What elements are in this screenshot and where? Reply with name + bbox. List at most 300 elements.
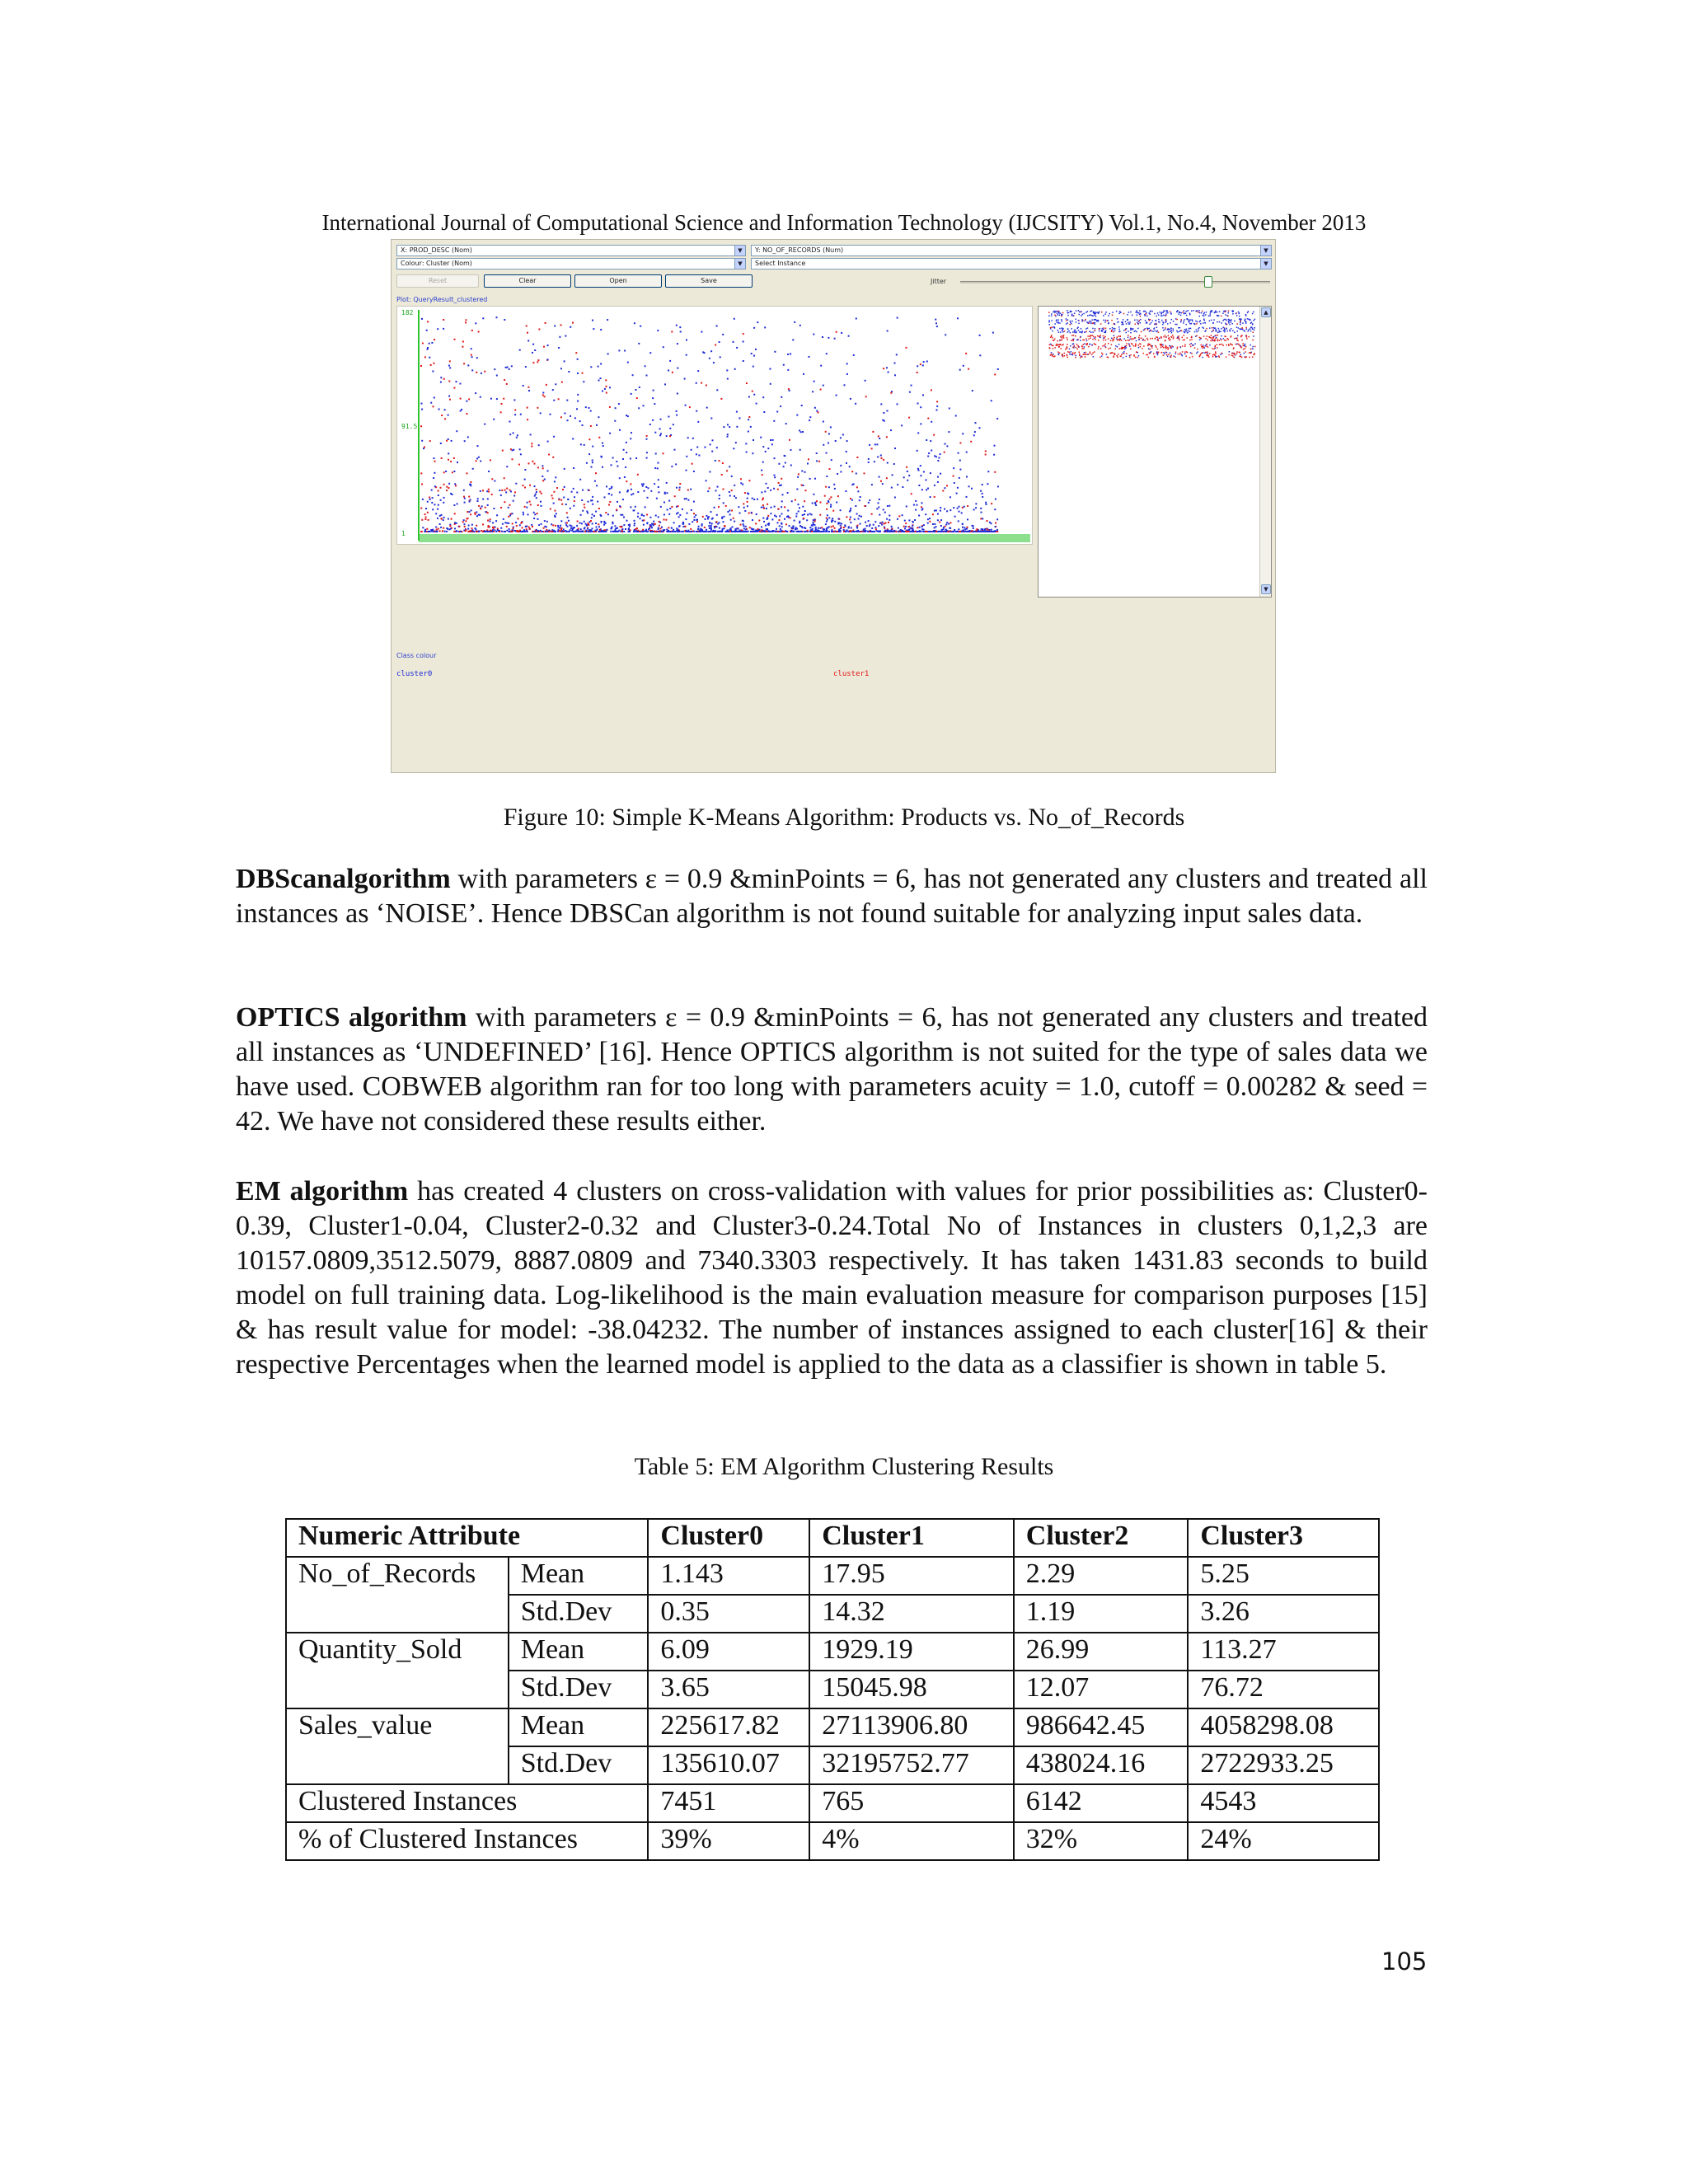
attribute-bar-point [1095, 324, 1096, 326]
attribute-bar-point [1156, 316, 1157, 317]
attribute-bar-point [1140, 313, 1142, 315]
scatter-point [767, 528, 768, 530]
scatter-point [437, 518, 438, 519]
save-button[interactable]: Save [665, 274, 753, 288]
scatter-point [765, 525, 767, 527]
scatter-point [883, 412, 884, 414]
scatter-point [990, 531, 992, 532]
scatter-point [432, 509, 434, 510]
attribute-bar-point [1192, 321, 1193, 322]
scatter-point [724, 525, 725, 527]
attribute-bar-point [1213, 349, 1215, 350]
attribute-bar-point [1121, 354, 1123, 355]
attribute-bar-point [1220, 331, 1221, 333]
open-button[interactable]: Open [574, 274, 662, 288]
scatter-point [457, 503, 458, 504]
scatter-point [693, 471, 695, 472]
scatter-point [443, 378, 445, 380]
scatter-point [476, 357, 478, 359]
scatter-point [798, 511, 799, 513]
scatter-point [733, 448, 734, 449]
chevron-down-icon[interactable]: ▼ [734, 259, 745, 269]
y-axis-select[interactable] [751, 245, 1272, 256]
scatter-point [773, 488, 775, 490]
attribute-bar-point [1144, 340, 1146, 341]
scatter-point [743, 507, 745, 509]
attribute-bars-panel[interactable] [1038, 306, 1272, 598]
scatter-point [588, 407, 590, 409]
attribute-bar-point [1199, 356, 1201, 358]
scatter-point [691, 531, 692, 532]
scatter-point [762, 504, 764, 506]
scatter-point [973, 527, 974, 529]
scatter-point [524, 479, 526, 480]
attribute-bar-point [1155, 338, 1156, 340]
scatter-point [929, 531, 931, 532]
scatter-point [729, 529, 730, 531]
scatter-point [553, 400, 555, 401]
attribute-bar-point [1048, 320, 1050, 321]
attribute-bar-point [1123, 357, 1124, 359]
scatter-point [534, 495, 536, 497]
attribute-bar-point [1117, 357, 1118, 359]
scatter-point [657, 467, 659, 469]
attribute-bar-point [1062, 328, 1063, 330]
scatter-point [871, 484, 873, 485]
attribute-bar-point [1104, 327, 1105, 329]
jitter-slider-thumb[interactable] [1204, 276, 1212, 288]
table-row [286, 1708, 1379, 1746]
scatter-point [725, 531, 727, 532]
scatter-point [429, 531, 431, 532]
attribute-bar-point [1147, 345, 1149, 347]
scatter-point [759, 531, 761, 532]
scatter-point [427, 501, 429, 503]
scatter-point [774, 476, 776, 478]
attribute-bar-point [1080, 357, 1081, 359]
scatter-point [917, 372, 918, 373]
scatter-point [868, 502, 870, 504]
scatter-point [868, 462, 870, 463]
attribute-bar-point [1156, 330, 1158, 332]
attribute-bar-point [1160, 345, 1162, 347]
scatter-point [919, 531, 921, 532]
attribute-bars-scrollbar[interactable] [1259, 307, 1271, 597]
scatter-point [747, 505, 748, 507]
attribute-bar-point [1076, 332, 1077, 334]
attribute-bar-point [1184, 335, 1185, 336]
scatter-point [429, 357, 430, 359]
scatter-point [894, 374, 896, 376]
scatter-point [889, 515, 890, 517]
attribute-bar-point [1167, 323, 1169, 325]
scatter-point [928, 452, 930, 454]
scroll-down-icon[interactable]: ▼ [1261, 584, 1271, 594]
attribute-bar-point [1076, 355, 1077, 357]
scatter-point [957, 531, 959, 532]
attribute-bar-point [1140, 344, 1142, 345]
scatter-point [828, 443, 829, 444]
attribute-bar-point [1190, 320, 1192, 321]
attribute-bar-point [1071, 314, 1073, 316]
scatter-point [456, 523, 457, 524]
scatter-point [930, 472, 931, 474]
scatter-point [515, 522, 517, 523]
attribute-bar-point [1156, 320, 1157, 321]
scatter-point [448, 483, 450, 485]
attribute-bar-point [1074, 330, 1076, 332]
scatter-point [746, 382, 748, 384]
attribute-bar-point [1168, 331, 1170, 333]
scatter-point [813, 494, 814, 495]
attribute-bar-point [1079, 354, 1081, 356]
scatter-point [742, 484, 743, 485]
attribute-bar-point [1184, 331, 1185, 333]
attribute-bar-point [1194, 347, 1196, 349]
scatter-point [434, 504, 435, 505]
scatter-point [729, 491, 730, 493]
scatter-point [973, 434, 975, 436]
scatter-point [703, 531, 705, 532]
instance-select[interactable] [751, 258, 1272, 269]
scatter-point [696, 382, 697, 384]
scatter-point [811, 531, 813, 532]
scatter-point [450, 461, 452, 462]
attribute-bar-point [1151, 347, 1153, 349]
scatter-point [582, 531, 584, 532]
attribute-bar-point [1051, 336, 1053, 338]
scatter-point [558, 398, 560, 400]
attribute-bar-point [1054, 315, 1056, 316]
attribute-bar-point [1123, 321, 1124, 323]
scatter-point [558, 499, 560, 500]
attribute-bar-point [1092, 323, 1094, 325]
attribute-bar-point [1245, 315, 1247, 316]
attribute-bar-point [1219, 357, 1221, 359]
scatter-point [860, 496, 861, 498]
attribute-bar-point [1187, 332, 1189, 334]
attribute-bar-point [1249, 352, 1250, 354]
scatter-point [642, 485, 644, 487]
scatter-point [572, 322, 574, 324]
attribute-bar-point [1067, 351, 1069, 353]
scatter-point [795, 527, 797, 528]
attribute-bar-point [1135, 344, 1137, 346]
scatter-point [874, 521, 876, 523]
attribute-bar-point [1069, 352, 1071, 354]
scatter-point [935, 319, 936, 321]
attribute-bar-point [1058, 320, 1060, 321]
scatter-point [917, 527, 918, 528]
scatter-point [686, 456, 687, 457]
attribute-bar-point [1215, 327, 1217, 329]
scatter-point [575, 352, 577, 354]
scatter-point [487, 498, 489, 499]
scatter-point [608, 493, 610, 494]
scatter-point [592, 523, 593, 524]
scatter-point [767, 531, 768, 532]
attribute-bar-point [1243, 349, 1245, 350]
attribute-bar-point [1175, 318, 1177, 320]
scatter-point [868, 520, 870, 522]
scatter-point [752, 452, 753, 454]
attribute-bar-point [1221, 322, 1222, 324]
scatter-point [963, 365, 964, 367]
scatter-point [453, 387, 455, 389]
attribute-bars [1039, 307, 1259, 597]
scatter-point [518, 531, 519, 532]
attribute-bar-point [1080, 340, 1081, 341]
scatter-point [848, 527, 850, 529]
attribute-bar-point [1236, 340, 1238, 341]
attribute-bar-point [1237, 335, 1239, 337]
scatter-point [831, 521, 832, 523]
scatter-point [851, 484, 853, 485]
plot-title: Plot: QueryResult_clustered [396, 296, 488, 303]
scatter-point [666, 482, 668, 484]
chevron-down-icon[interactable]: ▼ [1260, 259, 1271, 269]
scatter-point [692, 438, 694, 439]
scatter-point [846, 462, 847, 464]
scatter-point [744, 510, 746, 512]
legend-cluster1[interactable]: cluster1 [833, 670, 870, 678]
scatter-point [840, 471, 842, 473]
scatter-point [719, 527, 720, 529]
attribute-bar-point [1094, 319, 1095, 321]
scatter-point [934, 531, 935, 532]
attribute-bar-point [1109, 322, 1110, 324]
scatter-point [832, 510, 834, 512]
clear-button[interactable]: Clear [484, 274, 571, 288]
scatter-point [767, 515, 769, 517]
attribute-bar-point [1243, 345, 1245, 347]
scatter-point [758, 520, 760, 522]
scatter-point [482, 523, 484, 525]
attribute-bar-point [1151, 322, 1152, 324]
attribute-bar-point [1202, 311, 1203, 312]
scatter-point [720, 398, 722, 400]
attribute-bar-point [1094, 351, 1095, 353]
chevron-down-icon[interactable]: ▼ [734, 246, 745, 255]
attribute-bar-point [1184, 344, 1186, 346]
scatter-point [870, 524, 871, 526]
scatter-point [881, 524, 883, 526]
scatter-point [696, 447, 698, 448]
scatter-point [790, 527, 792, 528]
scatter-point [783, 466, 785, 467]
jitter-slider[interactable] [960, 281, 1270, 284]
attribute-bar-point [1114, 337, 1115, 339]
scatter-point [626, 520, 628, 522]
attribute-bar-point [1073, 335, 1075, 336]
scatter-point [850, 522, 851, 523]
scatter-point [580, 443, 582, 445]
scatter-point [560, 324, 562, 326]
scatter-point [425, 517, 427, 518]
attribute-bar-point [1150, 338, 1151, 340]
attribute-bar-point [1163, 347, 1165, 349]
scatter-point [978, 531, 979, 532]
scroll-up-icon[interactable]: ▲ [1261, 307, 1271, 317]
scatter-point [552, 524, 554, 526]
chevron-down-icon[interactable]: ▼ [1260, 246, 1271, 255]
attribute-bar-point [1076, 321, 1077, 323]
scatter-point [840, 527, 842, 529]
attribute-bar-point [1200, 354, 1202, 356]
scatter-plot[interactable] [396, 306, 1033, 545]
legend-cluster0[interactable]: cluster0 [396, 670, 433, 678]
table-attr-cell: No_of_Records [286, 1557, 509, 1633]
scatter-point [687, 499, 689, 501]
attribute-bar-point [1100, 335, 1102, 336]
scatter-point [446, 490, 448, 491]
scatter-point [600, 515, 602, 517]
scatter-point [577, 531, 579, 532]
attribute-bar-point [1245, 321, 1247, 323]
scatter-point [789, 390, 790, 391]
attribute-bar-point [1181, 354, 1183, 355]
scatter-point [561, 531, 563, 532]
attribute-bar-point [1101, 353, 1103, 354]
scatter-point [667, 509, 668, 511]
scatter-point [931, 389, 932, 391]
scatter-point [555, 476, 556, 478]
attribute-bar-point [1207, 351, 1208, 353]
attribute-bar-point [1176, 324, 1178, 326]
scatter-point [979, 427, 981, 429]
attribute-bar-point [1072, 344, 1074, 345]
scatter-point [630, 458, 631, 460]
scatter-point [996, 531, 998, 532]
scatter-point [784, 506, 785, 508]
scatter-point [553, 503, 555, 504]
reset-button[interactable]: Reset [396, 274, 479, 288]
scatter-point [574, 417, 576, 419]
class-colour-label: Class colour [396, 652, 437, 659]
scatter-point [935, 456, 937, 457]
attribute-bar-point [1126, 332, 1128, 334]
colour-select[interactable] [396, 258, 746, 269]
scatter-point [689, 406, 691, 408]
scatter-point [567, 419, 569, 421]
scatter-point [682, 523, 684, 525]
scatter-point [792, 526, 794, 527]
attribute-bar-point [1160, 336, 1162, 338]
scatter-point [687, 437, 689, 438]
scatter-point [583, 381, 584, 382]
scatter-point [987, 529, 989, 531]
scatter-point [836, 502, 837, 504]
scatter-point [920, 475, 921, 476]
attribute-bar-point [1130, 328, 1132, 330]
scatter-point [480, 490, 481, 492]
attribute-bar-point [1236, 344, 1237, 345]
attribute-bar-point [1062, 354, 1063, 355]
attribute-bar-point [1228, 339, 1230, 340]
scatter-point [522, 527, 523, 528]
attribute-bar-point [1130, 354, 1132, 356]
attribute-bar-point [1198, 328, 1199, 330]
attribute-bar-point [1149, 320, 1151, 321]
scatter-point [508, 523, 509, 524]
attribute-bar-point [1222, 327, 1224, 329]
attribute-bar-point [1165, 337, 1167, 339]
attribute-bar-point [1128, 323, 1130, 325]
scatter-point [564, 360, 565, 362]
scatter-point [556, 513, 557, 514]
scatter-point [676, 325, 678, 326]
scatter-point [440, 499, 442, 501]
scatter-point [617, 501, 618, 503]
scatter-point [544, 520, 546, 522]
scatter-point [830, 426, 832, 428]
scatter-point [470, 485, 471, 486]
scatter-point [619, 505, 621, 507]
scatter-point [439, 523, 441, 525]
scatter-point [779, 525, 781, 527]
scatter-point [429, 499, 431, 500]
scatter-point [584, 521, 585, 523]
scatter-point [743, 503, 744, 504]
attribute-bar-point [1139, 320, 1141, 321]
scatter-point [828, 337, 829, 339]
attribute-bar-point [1249, 357, 1250, 359]
scatter-point [690, 489, 692, 490]
attribute-bar-point [1114, 328, 1116, 330]
attribute-bar-point [1246, 336, 1248, 338]
attribute-bar-point [1154, 356, 1156, 358]
attribute-bar-point [1242, 329, 1244, 330]
attribute-bar-point [1231, 335, 1232, 337]
scatter-point [438, 409, 440, 410]
scatter-point [546, 384, 547, 386]
scatter-point [634, 525, 635, 527]
attribute-bar-point [1057, 311, 1058, 312]
scatter-point [997, 368, 999, 370]
attribute-bar-point [1238, 312, 1240, 313]
scatter-point [566, 400, 568, 401]
attribute-bar-point [1118, 331, 1120, 333]
scatter-point [501, 531, 503, 532]
attribute-bar-point [1149, 324, 1151, 326]
scatter-point [802, 431, 804, 433]
scatter-point [959, 443, 961, 444]
x-axis-select[interactable] [396, 245, 746, 256]
attribute-bar-point [1138, 321, 1140, 323]
scatter-point [757, 321, 758, 323]
attribute-bar-point [1138, 312, 1140, 314]
scatter-point [966, 476, 968, 478]
scatter-point [871, 448, 873, 449]
attribute-bar-point [1132, 315, 1133, 316]
scatter-point [528, 387, 529, 388]
scatter-point [623, 449, 625, 451]
scatter-point [876, 508, 878, 509]
attribute-bar-point [1117, 340, 1118, 341]
scatter-point [932, 513, 934, 515]
scatter-point [429, 440, 431, 442]
scatter-point [878, 502, 879, 504]
attribute-bar-point [1068, 330, 1070, 332]
attribute-bar-point [1123, 324, 1124, 326]
attribute-bar-point [1254, 346, 1256, 348]
scatter-point [882, 483, 884, 485]
attribute-bar-point [1237, 330, 1239, 332]
scatter-point [560, 416, 562, 418]
attribute-bar-point [1206, 345, 1207, 347]
scatter-point [500, 494, 502, 496]
attribute-bar-point [1145, 315, 1146, 316]
